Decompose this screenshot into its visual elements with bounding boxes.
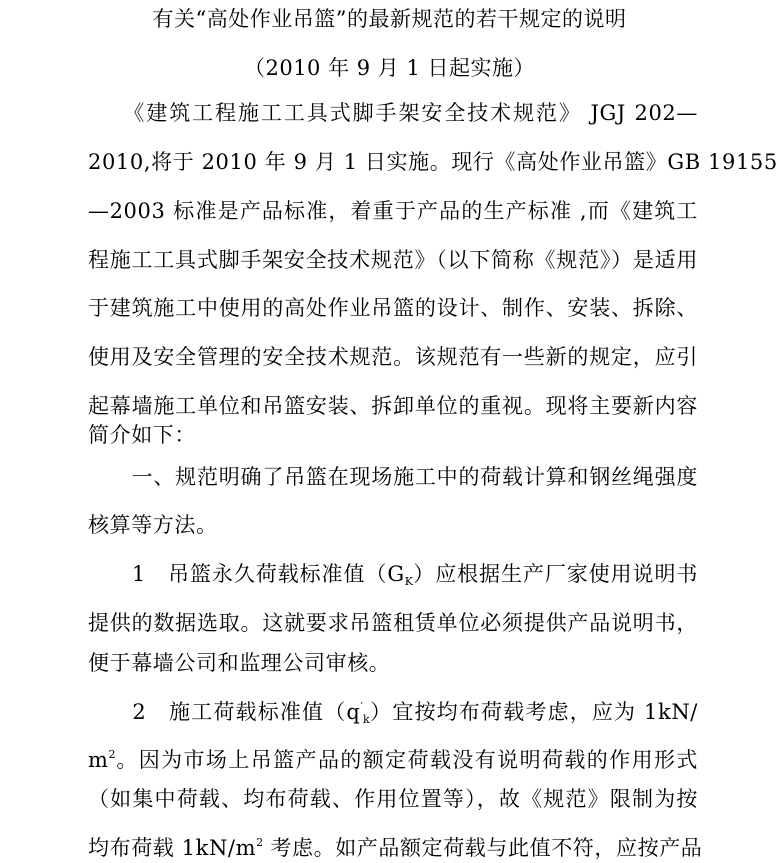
intro-line-6: 使用及安全管理的安全技术规范。该规范有一些新的规定，应引 [88, 345, 698, 369]
item-2-line-3: （如集中荷载、均布荷载、作用位置等），故《规范》限制为按 [88, 787, 698, 811]
item-2-line-2 [88, 740, 698, 775]
intro-line-3: —2003 标准是产品标准，着重于产品的生产标准 ,而《建筑工 [88, 199, 698, 223]
item-2-line-1 [88, 692, 698, 735]
item-1-line-1 [88, 559, 698, 597]
item-2-line-2-text: 。因为市场上吊篮产品的额定荷载没有说明荷载的作用形式 [115, 748, 698, 772]
intro-line-7: 起幕墙施工单位和吊篮安装、拆卸单位的重视。现将主要新内容 [88, 394, 698, 418]
item-2-tail: ）宜按均布荷载考虑，应为 1kN/ [369, 700, 698, 724]
item-2-line-4 [88, 828, 703, 863]
intro-line-8: 简介如下： [88, 423, 196, 447]
item-2-unit-m: m [88, 748, 109, 772]
item-2-line-4-sup: 2 [256, 836, 264, 849]
item-2-line-4-start: 均布荷载 1kN/m [88, 836, 257, 860]
intro-line-5: 于建筑施工中使用的高处作业吊篮的设计、制作、安装、拆除、 [88, 296, 698, 320]
intro-line-4: 程施工工具式脚手架安全技术规范》（以下简称《规范》）是适用 [88, 248, 698, 272]
item-1-line-3: 便于幕墙公司和监理公司审核。 [88, 651, 391, 675]
section-1-heading-line-2: 核算等方法。 [88, 513, 218, 537]
item-1-lead: 1 吊篮永久荷载标准值（G [88, 562, 405, 586]
document-subtitle: （2010 年 9 月 1 日起实施） [243, 56, 536, 80]
item-2-unit-sup: 2 [108, 748, 116, 761]
item-2-lead: 2 施工荷载标准值（q [88, 700, 361, 724]
item-2-subscript: k [362, 713, 370, 726]
section-1-heading-line-1: 一、规范明确了吊篮在现场施工中的荷载计算和钢丝绳强度 [88, 465, 698, 489]
item-1-line-2: 提供的数据选取。这就要求吊篮租赁单位必须提供产品说明书， [88, 611, 698, 635]
document-title: 有关“高处作业吊篮”的最新规范的若干规定的说明 [152, 7, 627, 31]
intro-line-1: 《建筑工程施工工具式脚手架安全技术规范》 JGJ 202— [88, 101, 698, 125]
item-1-subscript: K [404, 575, 413, 588]
item-2-prime: ′ [360, 700, 363, 713]
item-1-tail: ）应根据生产厂家使用说明书 [412, 562, 698, 586]
item-2-line-4-text: 考虑。如产品额定荷载与此值不符，应按产品 [263, 836, 703, 860]
intro-line-2: 2010,将于 2010 年 9 月 1 日实施。现行《高处作业吊篮》GB 19155 [88, 150, 778, 174]
